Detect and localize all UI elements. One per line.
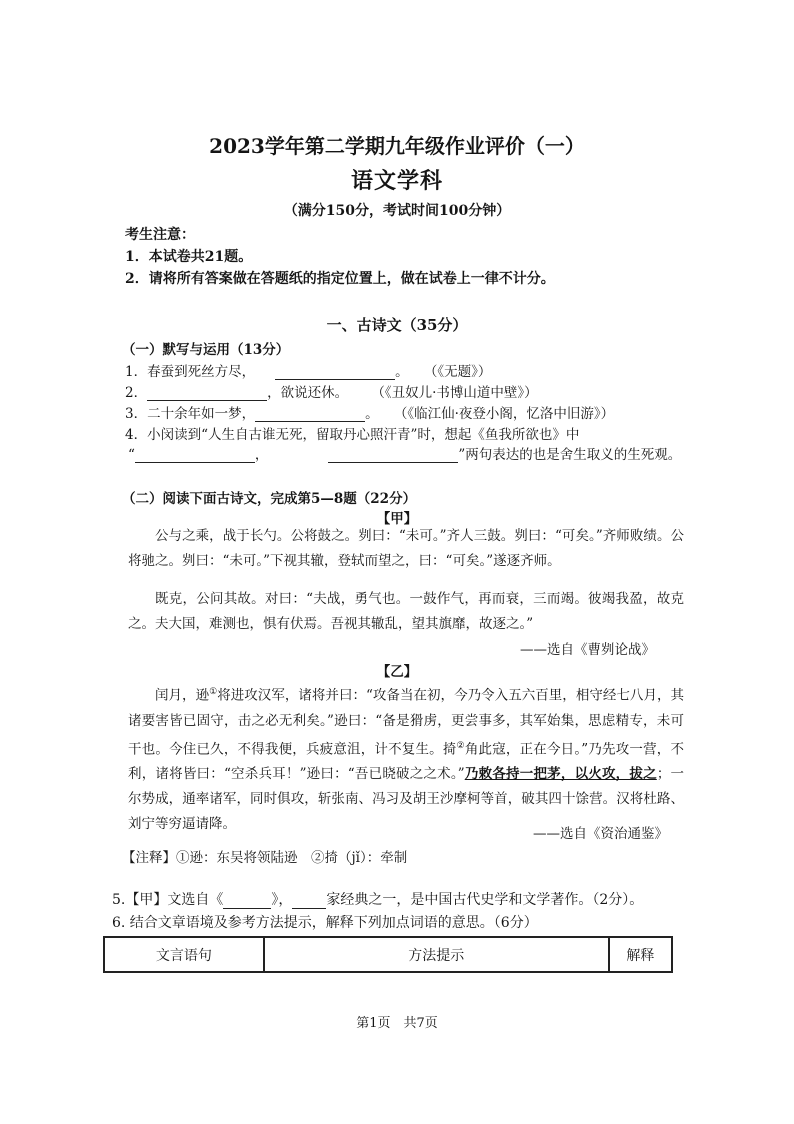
- part1-heading: （一）默写与运用（13分）: [122, 342, 290, 358]
- footnote-2-marker: ②: [456, 740, 465, 751]
- footnote-1-marker: ①: [209, 687, 218, 697]
- notice-item-2: 2．请将所有答案做在答题纸的指定位置上，做在试卷上一律不计分。: [125, 271, 555, 287]
- notice-item-1: 1．本试卷共21题。: [125, 249, 253, 265]
- yi-paragraph: [128, 680, 684, 837]
- question-4-line2: [128, 443, 681, 463]
- q5-text-c: 家经典之一，是中国古代史学和文学著作。（2分）。: [326, 892, 644, 908]
- q2-answer-blank: [147, 386, 267, 401]
- yi-text-end: ；一尔势成，通率诸军，同时俱攻，斩张南、冯习及胡王沙摩柯等首，破其四十馀营。汉将杜路、刘宁等穷逼请降。: [128, 766, 685, 832]
- yi-text-mid-2: 角此寇，正在今日。”乃先攻一营，不利，诸将皆曰：“空杀兵耳！”逊曰：“吾已晓破之之术。”: [128, 741, 684, 782]
- yi-underlined-sentence: 乃敕各持一把茅，以火攻，拔之: [464, 766, 657, 782]
- header-classical-phrase: 文言语句: [104, 937, 264, 972]
- q4-comma: ，: [254, 447, 269, 463]
- q1-number: 1．: [125, 364, 148, 380]
- yi-text-start: 闰月，逊: [155, 687, 210, 704]
- q4-answer-blank-2: [328, 448, 458, 463]
- q3-end: 。: [365, 406, 379, 422]
- q4-line2-end: ”两句表达的也是舍生取义的生死观。: [458, 447, 682, 463]
- q5-text-b: 》，: [271, 892, 293, 908]
- q2-middle: ，欲说还休。: [267, 385, 349, 401]
- q3-number: 3．: [125, 406, 148, 422]
- question-1: [125, 360, 491, 380]
- exam-title: 2023学年第二学期九年级作业评价（一）: [209, 134, 585, 158]
- annotation-notes: 【注释】①逊：东吴将领陆逊 ②掎（jǐ）：牵制: [122, 850, 408, 866]
- q1-text: 春蚕到死丝方尽，: [147, 364, 256, 380]
- text-yi-label: 【乙】: [376, 664, 418, 680]
- notice-heading: 考生注意：: [125, 227, 195, 243]
- question-5: [112, 889, 643, 909]
- header-explanation: 解释: [609, 937, 672, 972]
- question-6: 6. 结合文章语境及参考方法提示，解释下列加点词语的意思。（6分）: [112, 915, 538, 931]
- jia-paragraph-2: 既克，公问其故。对曰：“夫战，勇气也。一鼓作气，再而衰，三而竭。彼竭我盈，故克之。夫大国，难测也，惧有伏焉。吾视其辙乱，望其旗靡，故逐之。”: [128, 591, 684, 632]
- yi-text-mid-1: 将进攻汉军，诸将并曰：“攻备当在初，今乃令入五六百里，相守经七八月，其诸要害皆已固守，击之必无利矣。”逊曰：“备是猾虏，更尝事多，其军始集，思虑精专，未可干也。今住已久，不得我便，兵疲意沮，计不复生。掎: [128, 687, 685, 757]
- yi-source: ——选自《资治通鉴》: [533, 826, 668, 842]
- answer-table: [103, 936, 673, 973]
- q5-text-a: 5.【甲】文选自《: [112, 892, 224, 908]
- jia-paragraph-1: 公与之乘，战于长勺。公将鼓之。刿曰：“未可。”齐人三鼓。刿曰：“可矣。”齐师败绩。公将驰之。刿曰：“未可。”下视其辙，登轼而望之，曰：“可矣。”遂逐齐师。: [128, 528, 684, 569]
- table-header-row: [104, 937, 672, 972]
- q4-answer-blank-1: [135, 448, 255, 463]
- q5-answer-blank-2: [292, 894, 326, 909]
- page-footer: 第1页 共7页: [356, 1016, 438, 1031]
- q3-text: 二十余年如一梦，: [147, 406, 256, 422]
- q4-open-quote: “: [128, 447, 135, 463]
- question-3: [125, 402, 614, 422]
- q2-number: 2．: [125, 385, 148, 401]
- q4-text: 小闵读到“人生自古谁无死，留取丹心照汗青”时，想起《鱼我所欲也》中: [147, 427, 580, 443]
- q2-source: （《丑奴儿·书博山道中壁》）: [378, 385, 538, 401]
- header-method-hint: 方法提示: [264, 937, 609, 972]
- text-jia-label: 【甲】: [376, 511, 418, 527]
- question-2: [125, 381, 538, 401]
- q1-answer-blank: [275, 365, 395, 380]
- q5-answer-blank-1: [223, 894, 271, 909]
- q3-source: （《临江仙·夜登小阁，忆洛中旧游》）: [400, 406, 615, 422]
- q3-answer-blank: [255, 407, 365, 422]
- section-title: 一、古诗文（35分）: [326, 316, 468, 334]
- part2-heading: （二）阅读下面古诗文，完成第5—8题（22分）: [122, 491, 417, 507]
- score-note: （满分150分，考试时间100分钟）: [283, 203, 511, 219]
- subject-title: 语文学科: [350, 168, 443, 194]
- q1-end: 。: [395, 364, 409, 380]
- jia-source: ——选自《曹刿论战》: [520, 642, 655, 658]
- q4-number: 4．: [125, 427, 148, 443]
- q1-source: （《无题》）: [430, 364, 492, 380]
- question-4-line1: [125, 423, 579, 443]
